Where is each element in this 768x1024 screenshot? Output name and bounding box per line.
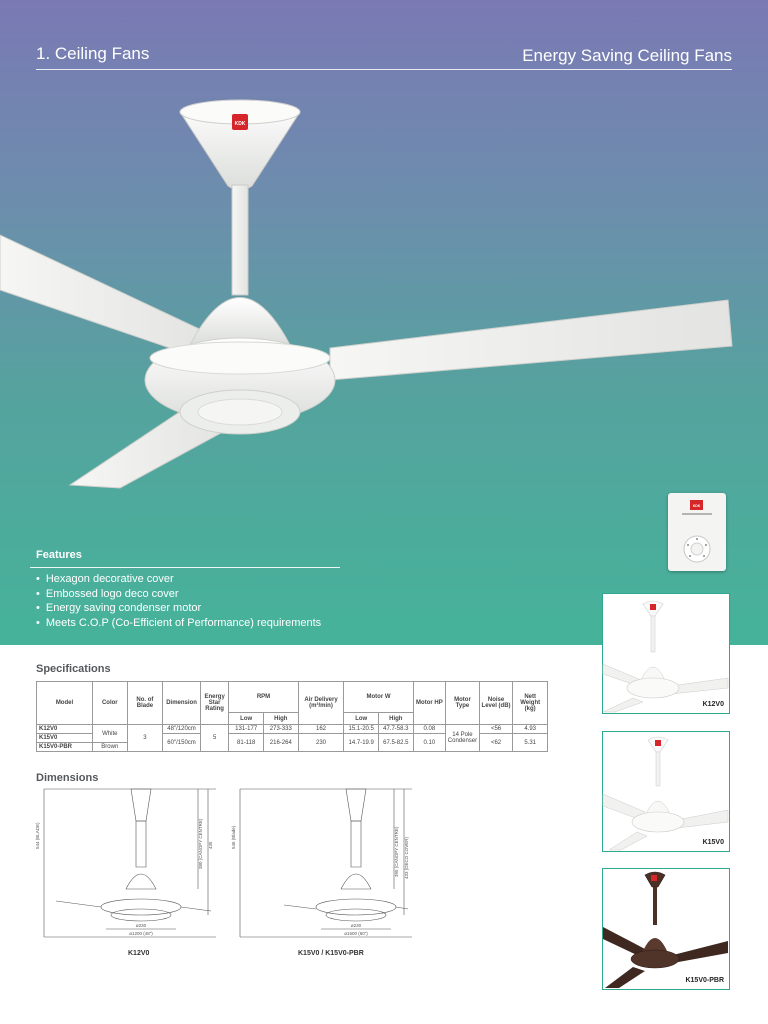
header-motor-type: Motor Type (446, 682, 480, 725)
cell-mw-high: 67.5-82.5 (379, 734, 414, 752)
cell-energy: 5 (200, 725, 229, 752)
header-motor-w: Motor W (344, 682, 413, 713)
svg-text:380 (CANOPY CENTRE): 380 (CANOPY CENTRE) (198, 818, 203, 869)
header-noise: Noise Level (dB) (479, 682, 513, 725)
header-weight: Nett Weight (kg) (513, 682, 548, 725)
cell-model: K12V0 (37, 725, 93, 734)
specifications-title: Specifications (36, 663, 111, 675)
cell-rpm-high: 273-333 (263, 725, 298, 734)
section-title: 1. Ceiling Fans (36, 44, 150, 63)
svg-text:ø230: ø230 (350, 923, 362, 928)
header-rpm-high: High (263, 713, 298, 725)
cell-mw-low: 14.7-19.9 (344, 734, 379, 752)
cell-weight: 4.93 (513, 725, 548, 734)
product-thumbnail-k12v0 (602, 593, 730, 714)
cell-hp: 0.10 (413, 734, 446, 752)
cell-dimension: 48"/120cm (163, 725, 201, 734)
cell-weight: 5.31 (513, 734, 548, 752)
cell-air: 230 (298, 734, 344, 752)
svg-text:433 (DECO COVER): 433 (DECO COVER) (404, 836, 409, 879)
specifications-table (36, 681, 548, 752)
dimension-label: K12V0 (128, 950, 150, 957)
header-motor-hp: Motor HP (413, 682, 446, 725)
cell-hp: 0.08 (413, 725, 446, 734)
product-thumbnail-k15v0 (602, 731, 730, 852)
thumbnail-label: K15V0-PBR (685, 977, 724, 984)
feature-item: • Meets C.O.P (Co-Efficient of Performance) requirements (36, 616, 321, 631)
svg-text:KDK: KDK (692, 504, 701, 508)
svg-text:546 (Blade): 546 (Blade) (231, 825, 236, 849)
svg-text:395 (CANOPY CENTRE): 395 (CANOPY CENTRE) (394, 826, 399, 877)
cell-mw-low: 15.1-20.5 (344, 725, 379, 734)
cell-dimension: 60"/150cm (163, 734, 201, 752)
cell-model: K15V0 (37, 734, 93, 743)
cell-noise: <56 (479, 725, 513, 734)
feature-item: • Energy saving condenser motor (36, 601, 321, 616)
cell-motor-type: 14 Pole Condenser (446, 725, 480, 752)
features-divider (30, 567, 340, 568)
header-model: Model (37, 682, 93, 725)
cell-noise: <62 (479, 734, 513, 752)
thumbnail-label: K15V0 (702, 839, 724, 846)
svg-text:ø1500 (60"): ø1500 (60") (344, 931, 368, 936)
cell-rpm-low: 81-118 (229, 734, 264, 752)
regulator-switch-image (668, 493, 726, 571)
svg-text:ø1200 (48"): ø1200 (48") (129, 931, 153, 936)
cell-color: Brown (92, 743, 127, 752)
ceiling-fan-image (0, 90, 740, 500)
cell-model: K15V0-PBR (37, 743, 93, 752)
cell-air: 162 (298, 725, 344, 734)
dimension-drawing-k15v0 (231, 789, 416, 941)
header-rpm-low: Low (229, 713, 264, 725)
cell-mw-high: 47.7-58.3 (379, 725, 414, 734)
features-title: Features (36, 549, 82, 561)
header-color: Color (92, 682, 127, 725)
product-thumbnail-k15v0-pbr (602, 868, 730, 990)
cell-blades: 3 (127, 725, 163, 752)
header-dimension: Dimension (163, 682, 201, 725)
svg-text:435: 435 (208, 841, 213, 849)
svg-text:544 (BLADE): 544 (BLADE) (35, 822, 40, 849)
thumbnail-label: K12V0 (702, 701, 724, 708)
category-title: Energy Saving Ceiling Fans (522, 46, 732, 65)
cell-rpm-high: 216-264 (263, 734, 298, 752)
header-mw-low: Low (344, 713, 379, 725)
header-mw-high: High (379, 713, 414, 725)
header-rpm: RPM (229, 682, 298, 713)
svg-text:KDK: KDK (234, 121, 246, 127)
cell-color: White (92, 725, 127, 743)
cell-rpm-low: 131-177 (229, 725, 264, 734)
feature-item: • Hexagon decorative cover (36, 572, 321, 587)
dimensions-title: Dimensions (36, 772, 99, 784)
page-header (36, 44, 732, 70)
header-blades: No. of Blade (127, 682, 163, 725)
feature-item: • Embossed logo deco cover (36, 587, 321, 602)
table-row (37, 725, 548, 734)
features-list (36, 572, 321, 630)
dimension-label: K15V0 / K15V0-PBR (298, 950, 364, 957)
header-air: Air Delivery (m³/min) (298, 682, 344, 725)
header-energy: Energy Star Rating (200, 682, 229, 725)
svg-text:ø230: ø230 (135, 923, 147, 928)
dimension-drawing-k12v0 (36, 789, 226, 941)
